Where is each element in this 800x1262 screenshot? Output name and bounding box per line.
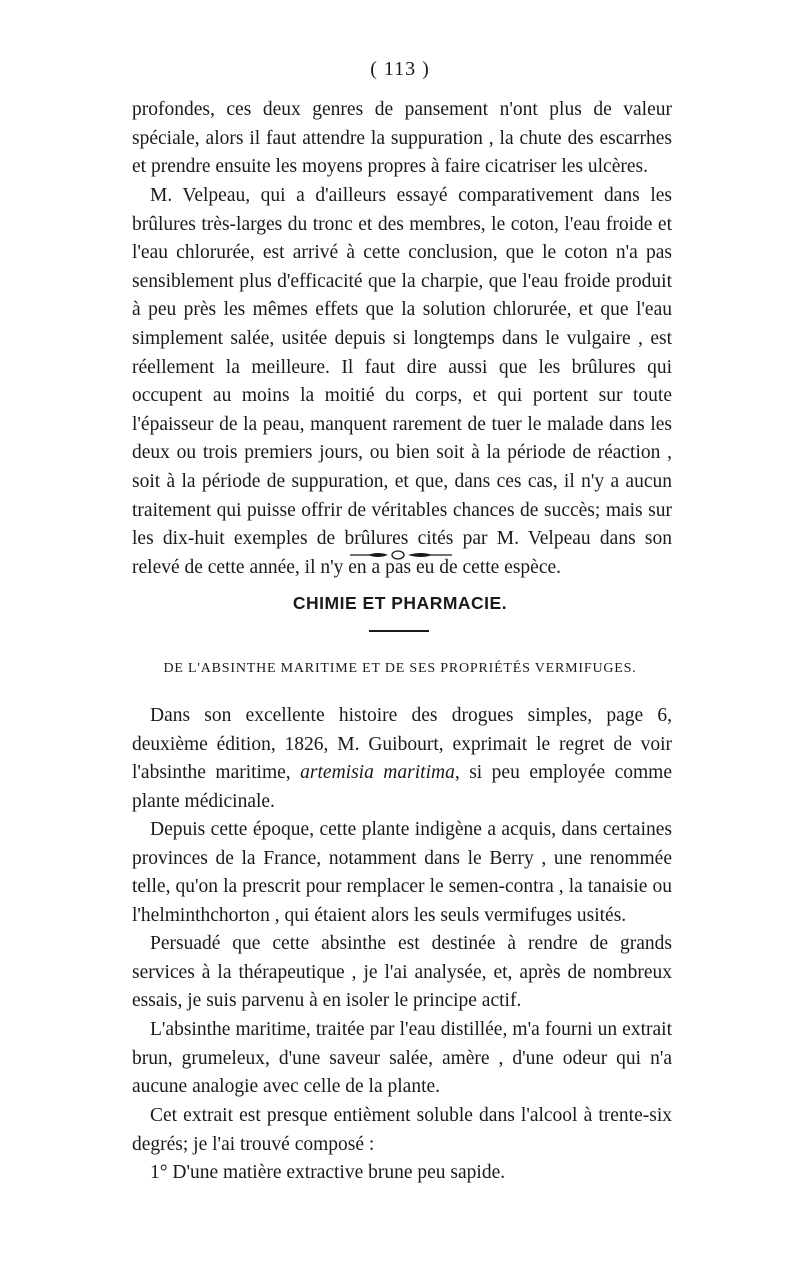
article-paragraph-3: Persuadé que cette absinthe est destinée à rendre de grands services à la thérapeutique , je l'ai analysée, et, après de nombreux essais, je suis parvenu à en isoler le principe actif.	[132, 933, 672, 1012]
latin-name: artemisia maritima	[300, 762, 455, 784]
article-paragraph-1	[132, 702, 672, 816]
section-title: CHIMIE ET PHARMACIE.	[292, 593, 508, 613]
title-rule	[369, 630, 429, 632]
article-paragraph-6: 1° D'une matière extractive brune peu sapide.	[150, 1162, 506, 1183]
article-subheading: DE L'ABSINTHE MARITIME ET DE SES PROPRIÉTÉS VERMIFUGES.	[163, 661, 637, 676]
intro-paragraph-2: M. Velpeau, qui a d'ailleurs essayé comparativement dans les brûlures très-larges du tronc et des membres, le coton, l'eau froide et l'eau chlorurée, est arrivé à cette conclusion, que le coton n'a pas sensiblement plus d'efficacité que la charpie, que l'eau froide produit à peu près les mêmes effets que la solution chlorurée, et que l'eau simplement salée, usitée depuis si longtemps dans le vulgaire , est réellement la meilleure. Il faut dire aussi que les brûlures qui occupent au moins la moitié du corps, et qui portent sur toute l'épaisseur de la peau, manquent rarement de tuer le malade dans les deux ou trois premiers jours, ou bien soit à la période de réaction , soit à la période de suppuration, et que, dans ces cas, il n'y a aucun traitement qui puisse offrir de véritables chances de succès; mais sur les dix-huit exemples de brûlures cités par M. Velpeau dans son relevé de cette année, il n'y en a pas eu de cette espèce.	[132, 185, 672, 578]
intro-paragraph-1: profondes, ces deux genres de pansement n'ont plus de valeur spéciale, alors il faut attendre la suppuration , la chute des escarrhes et prendre ensuite les moyens propres à faire cicatriser les ulcères.	[132, 99, 672, 178]
article-paragraph-4: L'absinthe maritime, traitée par l'eau distillée, m'a fourni un extrait brun, grumeleux, d'une saveur salée, amère , d'une odeur qui n'a aucune analogie avec celle de la plante.	[132, 1019, 672, 1098]
page-number: ( 113 )	[370, 58, 430, 80]
article-paragraph-1-end: , si peu employée comme plante médicinale.	[132, 762, 672, 812]
article-paragraph-2: Depuis cette époque, cette plante indigène a acquis, dans certaines provinces de la France, notamment dans le Berry , une renommée telle, qu'on la prescrit pour remplacer le semen-contra , la tanaisie ou l'helminthchorton , qui étaient alors les seuls vermifuges usités.	[132, 819, 672, 926]
article-paragraph-5: Cet extrait est presque entièment soluble dans l'alcool à trente-six degrés; je l'ai trouvé composé :	[132, 1105, 672, 1155]
article-paragraph-1-start: Dans son excellente histoire des drogues simples, page 6, deuxième édition, 1826, M. Guibourt, exprimait le regret de voir l'absinthe maritime,	[132, 705, 672, 784]
ornament-divider-icon	[340, 548, 460, 562]
